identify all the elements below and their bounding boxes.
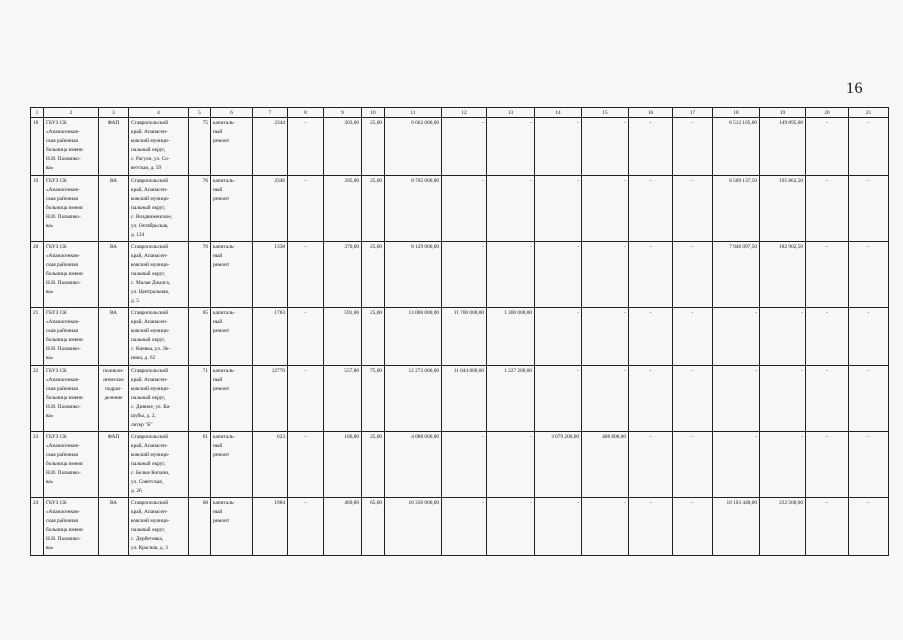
table-cell: -	[535, 308, 582, 366]
header-cell-20: 20	[806, 108, 849, 118]
table-cell: 1783	[253, 308, 288, 366]
table-cell: -	[629, 118, 673, 176]
table-cell: -	[673, 242, 713, 308]
table-cell: -	[582, 308, 629, 366]
table-cell: 3 679 200,00	[535, 432, 582, 498]
table-cell: 4 088 000,00	[385, 432, 442, 498]
table-cell: капиталь- ный ремонт	[211, 242, 253, 308]
table-cell: Ставропольский край, Апанасен- ковский муници- пальный округ, с. Рагули, ул. Со- ветская, д. 59	[129, 118, 189, 176]
table-cell: капиталь- ный ремонт	[211, 432, 253, 498]
table-cell: ВА	[99, 176, 129, 242]
table-cell: -	[673, 366, 713, 432]
header-cell-3: 3	[99, 108, 129, 118]
table-cell: капиталь- ный ремонт	[211, 176, 253, 242]
table-cell: 623	[253, 432, 288, 498]
table-cell: 1 227 200,00	[487, 366, 535, 432]
table-cell: Ставропольский край, Апанасен- ковский муници- пальный округ, с. Дербетовка, ул. Красная, д. 3	[129, 498, 189, 556]
table-cell: 1338	[253, 242, 288, 308]
table-cell: -	[288, 498, 324, 556]
table-cell: -	[487, 432, 535, 498]
table-cell: -	[849, 308, 889, 366]
table-cell: -	[288, 308, 324, 366]
table-cell: ВА	[99, 308, 129, 366]
table-cell: -	[535, 242, 582, 308]
table-cell: 370,00	[324, 242, 362, 308]
table-cell: 21	[31, 308, 44, 366]
table-cell: -	[487, 176, 535, 242]
table-cell: -	[487, 498, 535, 556]
table-cell: -	[673, 432, 713, 498]
table-cell: -	[713, 366, 760, 432]
table-cell: -	[582, 366, 629, 432]
table-cell: Ставропольский край, Апанасен- ковский муници- пальный округ, с. Дивное, ул. Ка- шубы, д. 2, литер "Б"	[129, 366, 189, 432]
table-cell: -	[629, 176, 673, 242]
table-cell: -	[760, 308, 806, 366]
header-cell-14: 14	[535, 108, 582, 118]
table-cell: 182 902,50	[760, 242, 806, 308]
table-cell: -	[849, 498, 889, 556]
table-cell: 25,00	[362, 308, 385, 366]
table-cell: -	[673, 498, 713, 556]
table-cell: 76	[189, 176, 211, 242]
header-cell-18: 18	[713, 108, 760, 118]
table-cell: -	[629, 498, 673, 556]
table-cell: 61	[189, 432, 211, 498]
table-cell: 408 800,00	[582, 432, 629, 498]
table-cell: 65	[189, 308, 211, 366]
table-cell: -	[582, 498, 629, 556]
table-cell: -	[806, 498, 849, 556]
table-cell: -	[806, 366, 849, 432]
table-cell: -	[442, 432, 487, 498]
table-cell: -	[535, 366, 582, 432]
table-cell: -	[442, 176, 487, 242]
table-cell: 19	[31, 176, 44, 242]
table-cell: 469,80	[324, 498, 362, 556]
table-cell: -	[535, 498, 582, 556]
table-cell: ГБУЗ СК «Апанасенков- ская районная больница имени Н.И. Пальчико- ва»	[44, 432, 99, 498]
table-cell: ВА	[99, 242, 129, 308]
table-cell: -	[288, 366, 324, 432]
table-cell: ГБУЗ СК «Апанасенков- ская районная больница имени Н.И. Пальчико- ва»	[44, 366, 99, 432]
table-cell: капиталь- ный ремонт	[211, 366, 253, 432]
table-cell: 195 862,50	[760, 176, 806, 242]
table-cell: 23	[31, 432, 44, 498]
table-cell: -	[442, 498, 487, 556]
header-cell-13: 13	[487, 108, 535, 118]
table-cell: Ставропольский край, Апанасен- ковский муници- пальный округ, с. Белые Копани, ул. Советская, д. 26	[129, 432, 189, 498]
table-cell: -	[288, 176, 324, 242]
table-cell: 186,00	[324, 432, 362, 498]
table-cell: -	[629, 432, 673, 498]
table-cell: 65,00	[362, 498, 385, 556]
table-cell: ГБУЗ СК «Апанасенков- ская районная больница имени Н.И. Пальчико- ва»	[44, 176, 99, 242]
table-cell: 149 895,00	[760, 118, 806, 176]
table-cell: -	[582, 118, 629, 176]
table-cell: 8 509 137,50	[713, 176, 760, 242]
table-row	[31, 308, 889, 366]
table-cell: -	[288, 242, 324, 308]
table-cell: -	[849, 176, 889, 242]
table-cell: -	[629, 242, 673, 308]
table-cell: -	[760, 366, 806, 432]
header-cell-5: 5	[189, 108, 211, 118]
table-cell: -	[535, 118, 582, 176]
table-cell: ГБУЗ СК «Апанасенков- ская районная больница имени Н.И. Пальчико- ва»	[44, 308, 99, 366]
table-cell: -	[442, 242, 487, 308]
table-cell: 11 044 800,00	[442, 366, 487, 432]
table-cell: 24	[31, 498, 44, 556]
table-cell: 1984	[253, 498, 288, 556]
header-cell-6: 6	[211, 108, 253, 118]
table-cell: 10 336 000,00	[385, 498, 442, 556]
table-cell: 68	[189, 498, 211, 556]
table-cell: ГБУЗ СК «Апанасенков- ская районная больница имени Н.И. Пальчико- ва»	[44, 498, 99, 556]
header-cell-8: 8	[288, 108, 324, 118]
table-row	[31, 366, 889, 432]
header-cell-19: 19	[760, 108, 806, 118]
header-cell-21: 21	[849, 108, 889, 118]
table-cell: -	[582, 242, 629, 308]
table-cell: поликли- ническое подраз- деление	[99, 366, 129, 432]
table-cell: -	[806, 308, 849, 366]
table-cell: 75,00	[362, 366, 385, 432]
table-cell: 1 300 000,00	[487, 308, 535, 366]
header-cell-4: 4	[129, 108, 189, 118]
table-cell: 6 662 000,00	[385, 118, 442, 176]
table-cell: 25,00	[362, 432, 385, 498]
table-cell: 22	[31, 366, 44, 432]
header-cell-17: 17	[673, 108, 713, 118]
table-cell: -	[288, 432, 324, 498]
header-cell-10: 10	[362, 108, 385, 118]
table-cell: -	[673, 308, 713, 366]
page-number: 16	[846, 80, 863, 97]
table-row	[31, 242, 889, 308]
table-cell: 7 946 097,50	[713, 242, 760, 308]
table-cell: 8 129 000,00	[385, 242, 442, 308]
table-cell: 10 103 440,00	[713, 498, 760, 556]
header-cell-11: 11	[385, 108, 442, 118]
table-cell: 25,00	[362, 176, 385, 242]
table-cell: 71	[189, 366, 211, 432]
table-cell: 11 700 000,00	[442, 308, 487, 366]
table-cell: -	[713, 432, 760, 498]
table-cell: -	[806, 432, 849, 498]
table-cell: капиталь- ный ремонт	[211, 118, 253, 176]
table-cell: ГБУЗ СК «Апанасенков- ская районная больница имени Н.И. Пальчико- ва»	[44, 242, 99, 308]
table-cell: -	[849, 118, 889, 176]
table-cell: 20	[31, 242, 44, 308]
table-cell: 25,00	[362, 118, 385, 176]
header-cell-2: 2	[44, 108, 99, 118]
table-cell: -	[806, 118, 849, 176]
header-cell-9: 9	[324, 108, 362, 118]
table-cell: -	[629, 308, 673, 366]
table-cell: 12 272 000,00	[385, 366, 442, 432]
header-cell-15: 15	[582, 108, 629, 118]
table-cell: 13 000 000,00	[385, 308, 442, 366]
table-cell: Ставропольский край, Апанасен- ковский муници- пальный округ, с. Воздвиженское, ул. Октябрьская, д. 124	[129, 176, 189, 242]
table-row	[31, 432, 889, 498]
table-cell: Ставропольский край, Апанасен- ковский муници- пальный округ, с. Киевка, ул. Ле- нина, д. 62	[129, 308, 189, 366]
table-cell: 2346	[253, 176, 288, 242]
data-table	[30, 107, 889, 556]
table-cell: капиталь- ный ремонт	[211, 498, 253, 556]
table-cell: ФАП	[99, 118, 129, 176]
table-cell: -	[629, 366, 673, 432]
table-cell: -	[806, 176, 849, 242]
table-cell: -	[806, 242, 849, 308]
table-cell: -	[713, 308, 760, 366]
table-cell: 557,80	[324, 366, 362, 432]
table-cell: 2344	[253, 118, 288, 176]
table-cell: Ставропольский край, Апанасен- ковский муници- пальный округ, с. Малая Джалга, ул. Центральная, д. 5	[129, 242, 189, 308]
table-cell: 70	[189, 242, 211, 308]
table-cell: ГБУЗ СК «Апанасенков- ская районная больница имени Н.И. Пальчико- ва»	[44, 118, 99, 176]
table-cell: 8 705 000,00	[385, 176, 442, 242]
table-cell: -	[849, 432, 889, 498]
table-row	[31, 176, 889, 242]
table-cell: -	[535, 176, 582, 242]
table-cell: 12770	[253, 366, 288, 432]
table-cell: -	[849, 366, 889, 432]
table-cell: -	[487, 118, 535, 176]
table-cell: -	[849, 242, 889, 308]
table-cell: 25,00	[362, 242, 385, 308]
table-cell: -	[288, 118, 324, 176]
table-cell: -	[442, 118, 487, 176]
table-cell: 18	[31, 118, 44, 176]
table-cell: ФАП	[99, 432, 129, 498]
table-cell: 303,00	[324, 118, 362, 176]
header-cell-12: 12	[442, 108, 487, 118]
table-cell: -	[673, 176, 713, 242]
table-cell: ВА	[99, 498, 129, 556]
table-cell: -	[760, 432, 806, 498]
table-cell: капиталь- ный ремонт	[211, 308, 253, 366]
header-row	[31, 108, 889, 118]
table-cell: -	[582, 176, 629, 242]
table-row	[31, 498, 889, 556]
table-cell: 75	[189, 118, 211, 176]
table-cell: -	[487, 242, 535, 308]
table-cell: 232 560,00	[760, 498, 806, 556]
table-row	[31, 118, 889, 176]
header-cell-1: 1	[31, 108, 44, 118]
header-cell-16: 16	[629, 108, 673, 118]
table-cell: -	[673, 118, 713, 176]
table-cell: 591,00	[324, 308, 362, 366]
table-cell: 395,00	[324, 176, 362, 242]
table-cell: 6 512 105,00	[713, 118, 760, 176]
header-cell-7: 7	[253, 108, 288, 118]
